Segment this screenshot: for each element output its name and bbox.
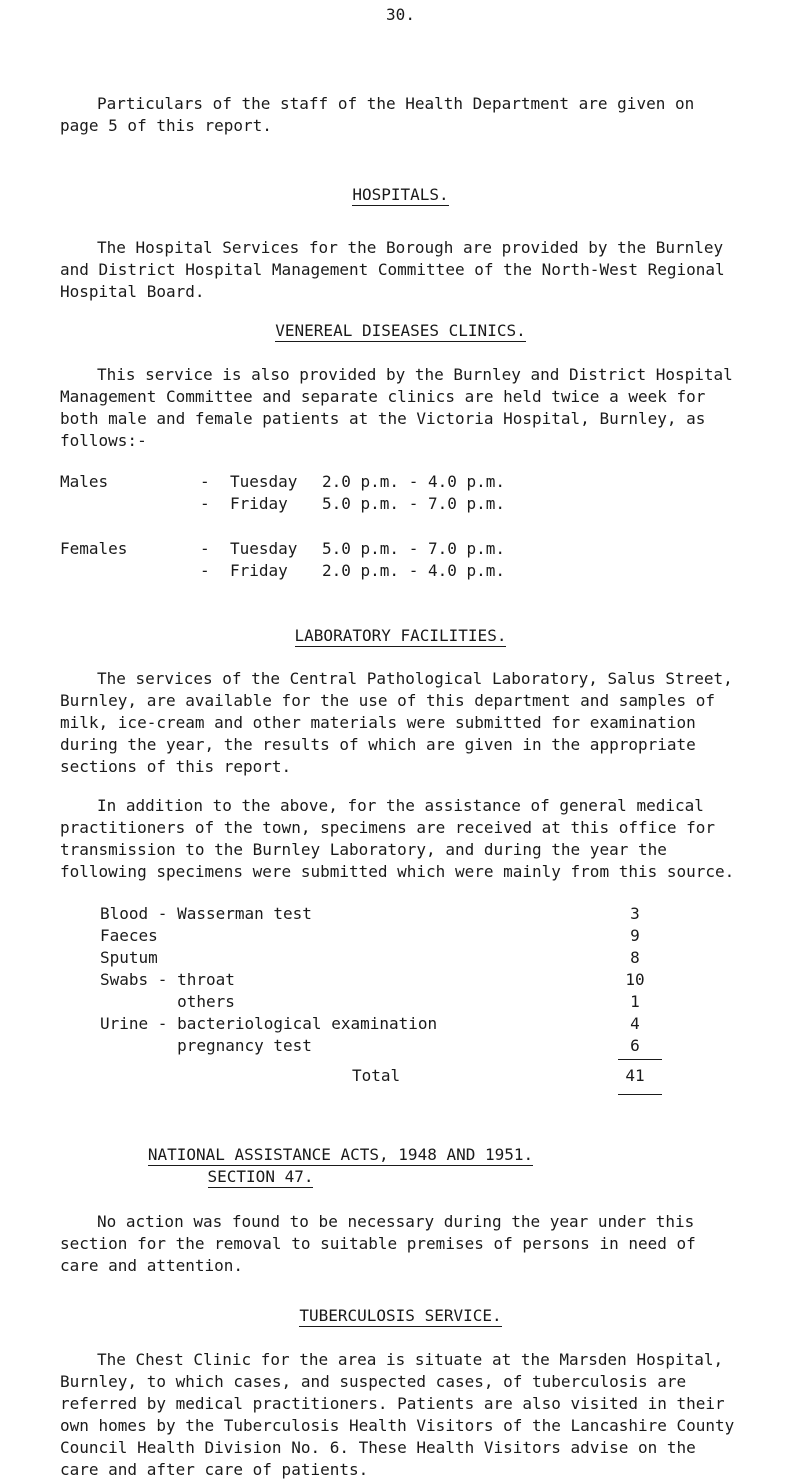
national-assistance-heading xyxy=(0,1144,741,1166)
schedule-time: 2.0 p.m. - 4.0 p.m. xyxy=(322,472,506,491)
schedule-day: Friday xyxy=(230,561,288,580)
specimen-count: 3 xyxy=(630,904,640,923)
lab-paragraph-1: The services of the Central Pathological Laboratory, Salus Street, Burnley, are available for the use of this department and samples of milk, ice-cream and other materials were submitted for examination during the year, the results of which are given in the appropriate sections of this report. xyxy=(60,669,733,776)
specimen-count: 4 xyxy=(630,1014,640,1033)
table-row xyxy=(100,947,660,969)
schedule-group: Females xyxy=(60,539,128,558)
specimen-label: pregnancy test xyxy=(100,1036,312,1055)
lab-heading-text: LABORATORY FACILITIES. xyxy=(294,626,507,645)
schedule-time: 5.0 p.m. - 7.0 p.m. xyxy=(322,494,506,513)
table-row xyxy=(100,925,660,947)
specimen-count: 6 xyxy=(630,1036,640,1055)
specimens-total xyxy=(100,1065,660,1087)
vd-heading xyxy=(0,320,801,342)
specimen-label: others xyxy=(100,992,235,1011)
lab-heading xyxy=(0,625,801,647)
total-rule-top xyxy=(618,1059,662,1060)
total-value: 41 xyxy=(625,1066,645,1085)
schedule-group: Males xyxy=(60,472,109,491)
schedule-dash: - xyxy=(200,472,210,491)
tb-paragraph: The Chest Clinic for the area is situate at the Marsden Hospital, Burnley, to which cases, and suspected cases, of tuberculosis are referred by medical practitioners. Patients are also visited in their own homes by the Tuberculosis Health Visitors of the Lancashire County Council Health Division No. 6. These Health Visitors advise on the care and after care of patients. xyxy=(60,1350,735,1479)
table-row xyxy=(100,903,660,925)
specimen-count: 8 xyxy=(630,948,640,967)
specimen-label: Faeces xyxy=(100,926,158,945)
schedule-day: Friday xyxy=(230,494,288,513)
schedule-dash: - xyxy=(200,561,210,580)
vd-heading-text: VENEREAL DISEASES CLINICS. xyxy=(275,321,526,340)
table-row xyxy=(100,991,660,1013)
hospitals-heading xyxy=(0,184,801,206)
national-assistance-heading-text: NATIONAL ASSISTANCE ACTS, 1948 AND 1951. xyxy=(147,1145,534,1164)
specimen-label: Blood - Wasserman test xyxy=(100,904,312,923)
vd-paragraph: This service is also provided by the Burnley and District Hospital Management Committee and separate clinics are held twice a week for both male and female patients at the Victoria Hospital, Burnley, as follows:- xyxy=(60,365,733,450)
schedule-day: Tuesday xyxy=(230,472,298,491)
specimen-label: Urine - bacteriological examination xyxy=(100,1014,438,1033)
specimen-label: Sputum xyxy=(100,948,158,967)
section-47-heading-text: SECTION 47. xyxy=(207,1167,314,1186)
schedule-time: 5.0 p.m. - 7.0 p.m. xyxy=(322,539,506,558)
schedule-time: 2.0 p.m. - 4.0 p.m. xyxy=(322,561,506,580)
national-assistance-paragraph: No action was found to be necessary during the year under this section for the removal to suitable premises of persons in need of care and attention. xyxy=(60,1212,696,1275)
tb-heading-text: TUBERCULOSIS SERVICE. xyxy=(299,1306,502,1325)
specimen-label: Swabs - throat xyxy=(100,970,235,989)
page-number: 30. xyxy=(386,5,415,24)
intro-paragraph: Particulars of the staff of the Health Department are given on page 5 of this report. xyxy=(60,94,695,135)
total-rule-bottom xyxy=(618,1094,662,1095)
total-row xyxy=(100,1065,660,1087)
hospitals-paragraph: The Hospital Services for the Borough are provided by the Burnley and District Hospital Management Committee of the North-West Regional Hospital Board. xyxy=(60,238,725,301)
table-row xyxy=(100,1035,660,1057)
schedule-dash: - xyxy=(200,494,210,513)
section-47-heading xyxy=(0,1166,661,1188)
lab-paragraph-2: In addition to the above, for the assistance of general medical practitioners of the town, specimens are received at this office for transmission to the Burnley Laboratory, and during the year the following specimens were submitted which were mainly from this source. xyxy=(60,796,735,881)
schedule-dash: - xyxy=(200,539,210,558)
specimens-table xyxy=(100,903,660,1057)
schedule-day: Tuesday xyxy=(230,539,298,558)
specimen-count: 1 xyxy=(630,992,640,1011)
table-row xyxy=(100,1013,660,1035)
tb-heading xyxy=(0,1305,801,1327)
hospitals-heading-text: HOSPITALS. xyxy=(352,185,449,204)
total-label: Total xyxy=(352,1066,401,1085)
table-row xyxy=(100,969,660,991)
specimen-count: 9 xyxy=(630,926,640,945)
specimen-count: 10 xyxy=(625,970,645,989)
